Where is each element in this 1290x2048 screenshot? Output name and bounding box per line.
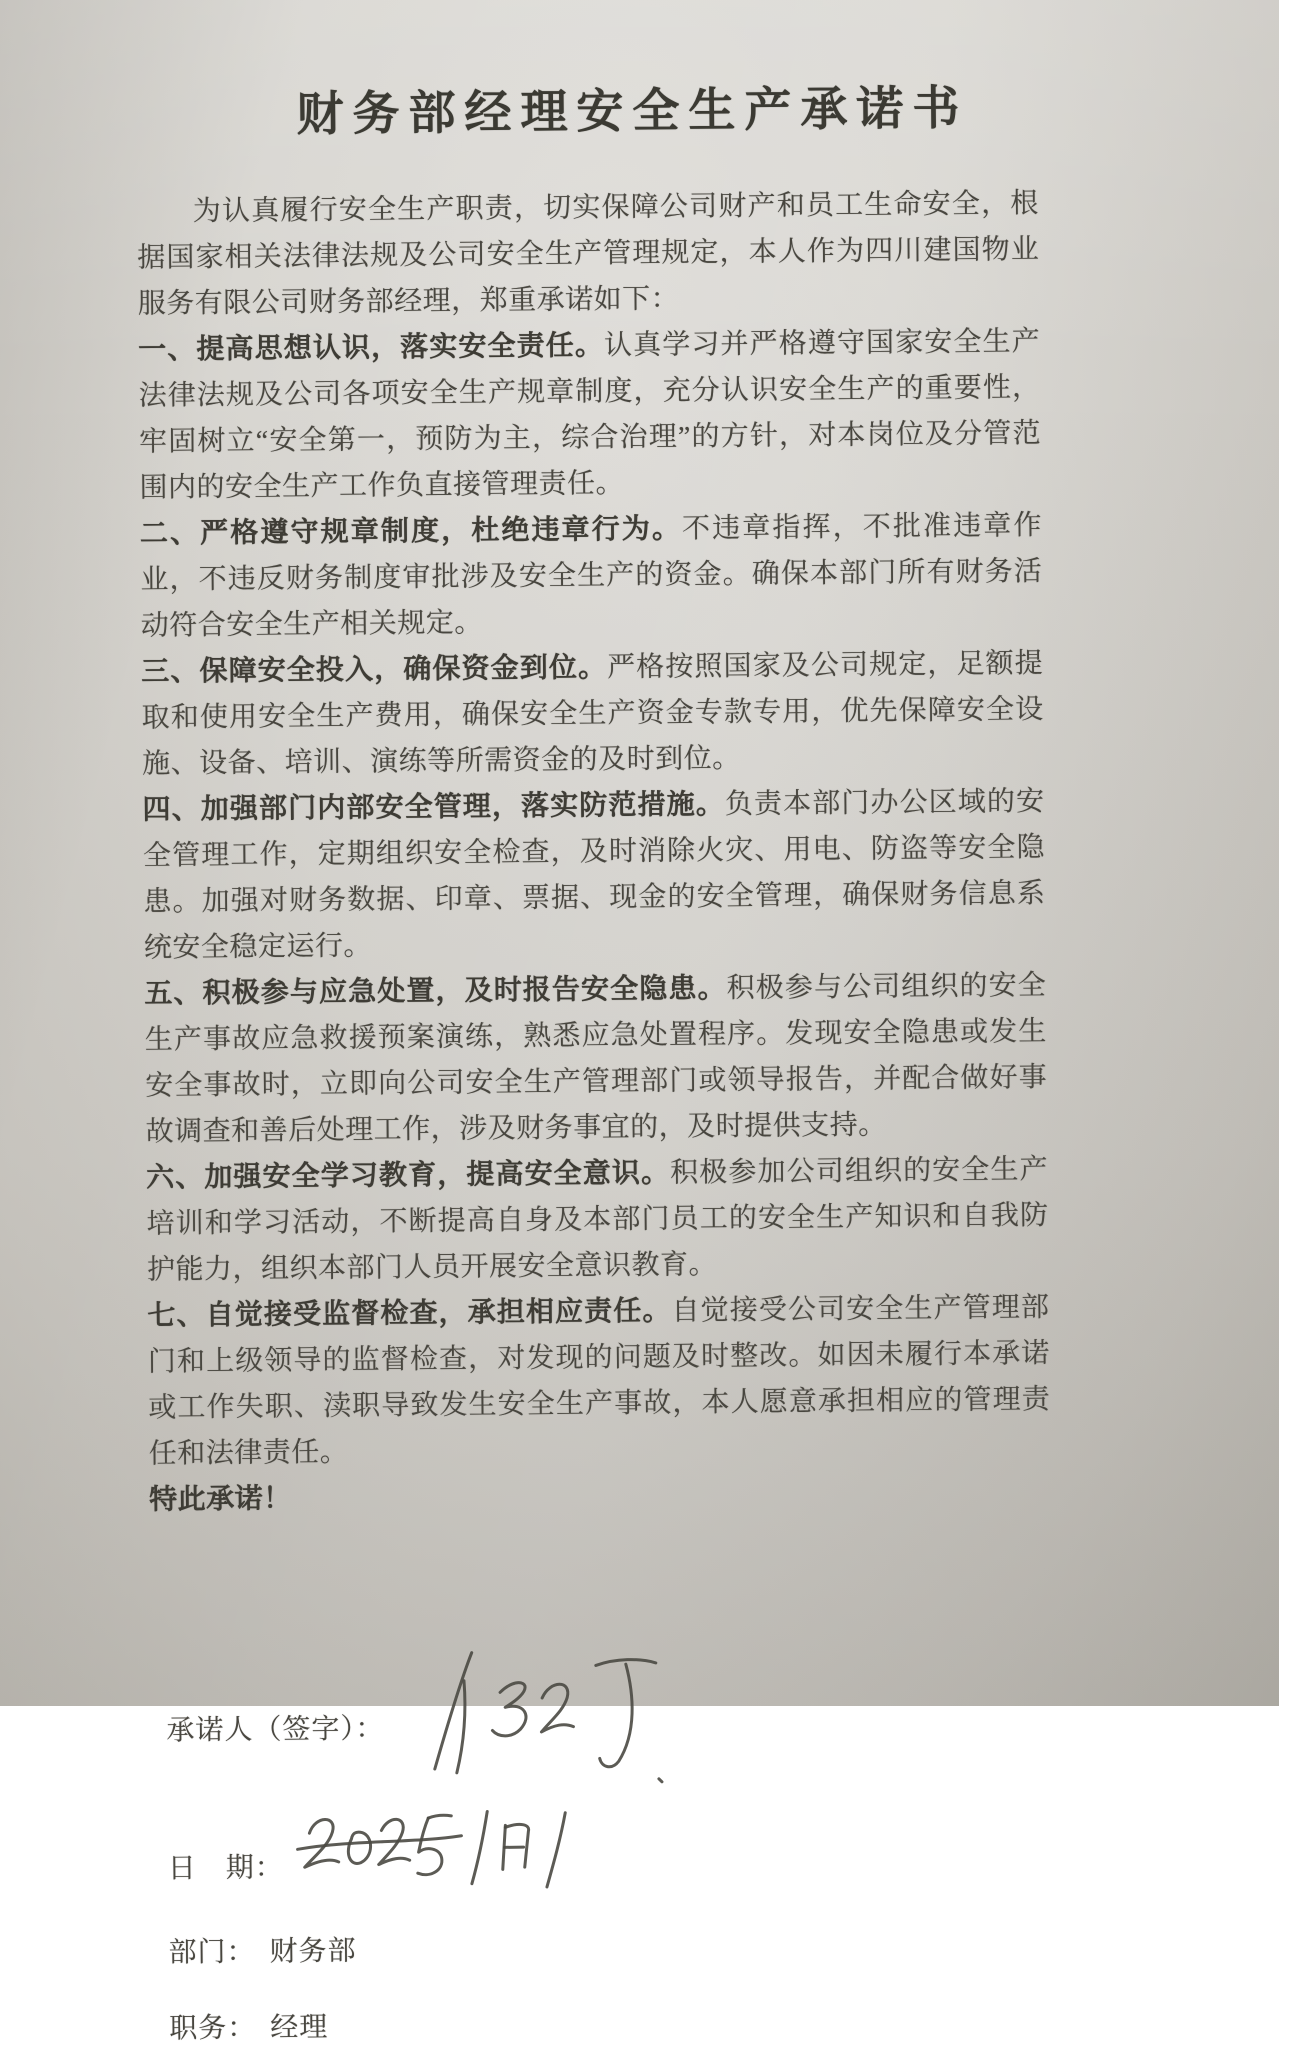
item-body: 自觉接受公司安全生产管理部门和上级领导的监督检查，对发现的问题及时整改。如因未履行本承诺或工作失职、渎职导致发生安全生产事故，本人愿意承担相应的管理责任和法律责任。 bbox=[147, 1292, 1051, 1470]
item-lead: 六、加强安全学习教育，提高安全意识。 bbox=[145, 1157, 671, 1194]
date-label: 日 期： bbox=[167, 1852, 284, 1885]
department-value: 财务部 bbox=[269, 1935, 357, 1968]
commitment-item bbox=[142, 779, 1046, 972]
position-label: 职务： bbox=[169, 2012, 257, 2045]
closing-line: 特此承诺！ bbox=[149, 1483, 292, 1516]
item-lead: 三、保障安全投入，确保资金到位。 bbox=[141, 652, 608, 688]
item-lead: 一、提高思想认识，落实安全责任。 bbox=[138, 330, 605, 366]
item-body: 负责本部门办公区域的安全管理工作，定期组织安全检查，及时消除火灾、用电、防盗等安全隐患。加强对财务数据、印章、票据、现金的安全管理，确保财务信息系统安全稳定运行。 bbox=[142, 786, 1046, 964]
handwritten-date bbox=[289, 1800, 600, 1898]
document-body bbox=[137, 181, 1052, 1524]
item-lead: 七、自觉接受监督检查，承担相应责任。 bbox=[147, 1295, 672, 1332]
signer-line bbox=[165, 1581, 1068, 1749]
commitment-item bbox=[147, 1285, 1051, 1478]
signer-label: 承诺人（签字）： bbox=[166, 1713, 385, 1747]
item-body: 积极参与公司组织的安全生产事故应急救援预案演练，熟悉应急处置程序。发现安全隐患或发生安全事故时，立即向公司安全生产管理部门或领导报告，并配合做好事故调查和善后处理工作，涉及财务事宜的，及时提供支持。 bbox=[144, 970, 1048, 1148]
item-lead: 四、加强部门内部安全管理，落实防范措施。 bbox=[142, 789, 726, 826]
department-line bbox=[168, 1922, 1070, 1971]
signature-block bbox=[165, 1581, 1071, 2047]
item-lead: 五、积极参与应急处置，及时报告安全隐患。 bbox=[144, 973, 727, 1010]
department-label: 部门： bbox=[168, 1936, 256, 1969]
commitment-item bbox=[146, 1147, 1049, 1294]
position-value: 经理 bbox=[270, 2012, 329, 2044]
intro-paragraph: 为认真履行安全生产职责，切实保障公司财产和员工生命安全，根据国家相关法律法规及公司安全生产管理规定，本人作为四川建国物业服务有限公司财务部经理，郑重承诺如下： bbox=[137, 188, 1040, 320]
item-lead: 二、严格遵守规章制度，杜绝违章行为。 bbox=[139, 513, 683, 550]
commitment-item bbox=[140, 503, 1043, 650]
commitment-item bbox=[144, 963, 1048, 1156]
position-line bbox=[169, 1998, 1071, 2047]
document-title: 财务部经理安全生产承诺书 bbox=[296, 82, 969, 142]
date-line bbox=[167, 1774, 1070, 1887]
item-body: 不违章指挥，不批准违章作业，不违反财务制度审批涉及安全生产的资金。确保本部门所有财务活动符合安全生产相关规定。 bbox=[140, 510, 1043, 642]
item-body: 认真学习并严格遵守国家安全生产法律法规及公司各项安全生产规章制度，充分认识安全生产的重要性，牢固树立“安全第一，预防为主，综合治理”的方针，对本岗位及分管范围内的安全生产工作负直接管理责任。 bbox=[138, 326, 1042, 504]
item-body: 积极参加公司组织的安全生产培训和学习活动，不断提高自身及本部门员工的安全生产知识和自我防护能力，组织本部门人员开展安全意识教育。 bbox=[146, 1154, 1049, 1286]
commitment-item bbox=[138, 319, 1042, 512]
commitment-item bbox=[141, 641, 1044, 788]
handwritten-signature bbox=[420, 1636, 711, 1789]
item-body: 严格按照国家及公司规定，足额提取和使用安全生产费用，确保安全生产资金专款专用，优先保障安全设施、设备、培训、演练等所需资金的及时到位。 bbox=[141, 648, 1044, 780]
